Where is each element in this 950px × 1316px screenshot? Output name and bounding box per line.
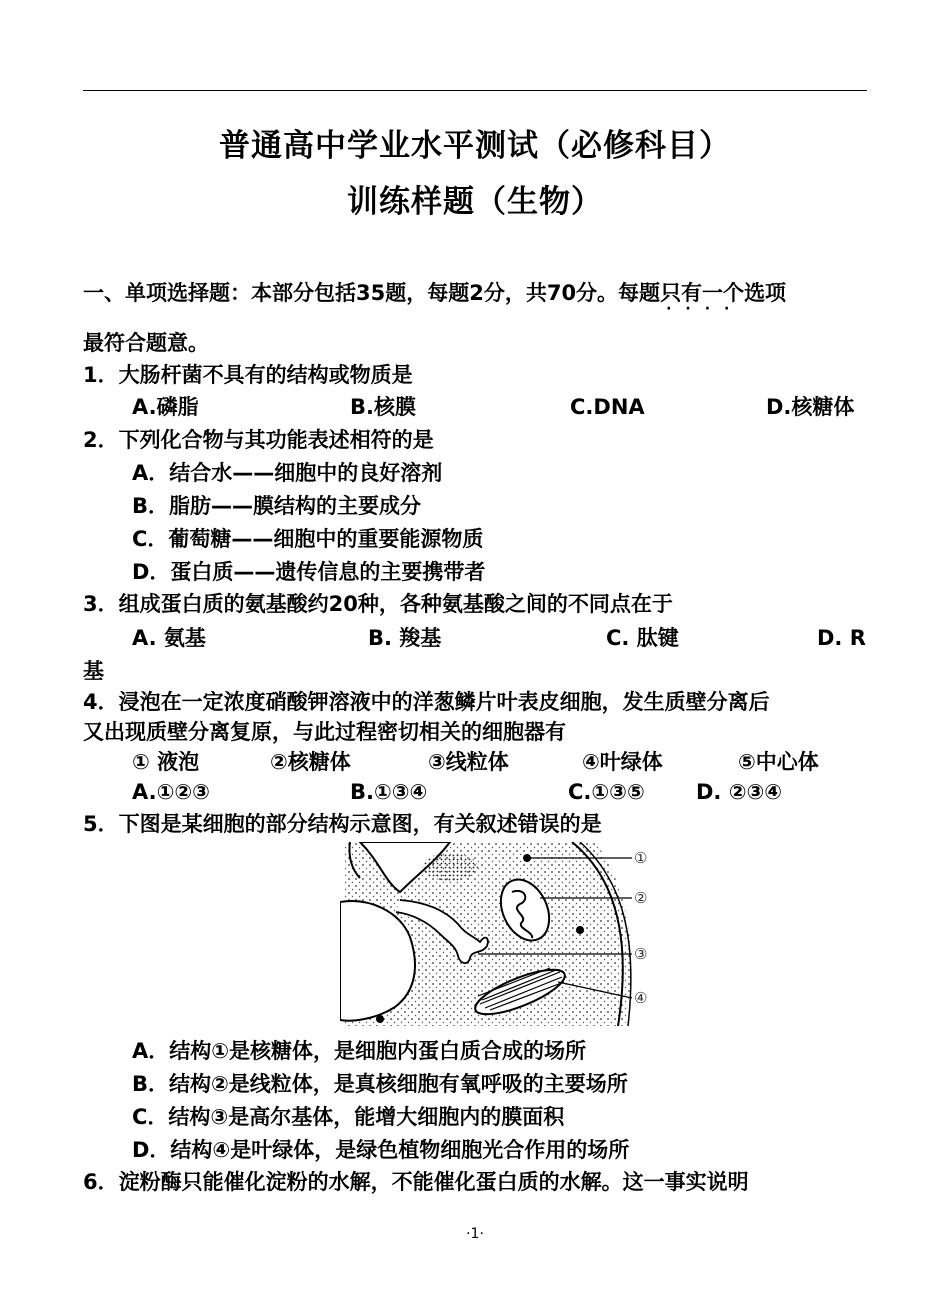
q4-item-2: ②核糖体 (270, 750, 351, 774)
q4-item-5: ⑤中心体 (738, 750, 819, 774)
q5-option-a: A．结构①是核糖体，是细胞内蛋白质合成的场所 (132, 1039, 587, 1063)
q1-option-a: A.磷脂 (132, 395, 199, 419)
label-4: ④ (634, 989, 648, 1007)
page-subtitle: 训练样题（生物） (347, 184, 603, 220)
q1-stem: 1．大肠杆菌不具有的结构或物质是 (83, 363, 413, 387)
q4-item-1: ① 液泡 (132, 750, 200, 774)
page-number: ·1· (466, 1226, 484, 1242)
ribosome-dot (523, 854, 531, 862)
q4-option-a: A.①②③ (132, 780, 210, 804)
q4-stem-line1: 4．浸泡在一定浓度硝酸钾溶液中的洋葱鳞片叶表皮细胞，发生质壁分离后 (83, 690, 770, 714)
q5-option-c: C．结构③是高尔基体，能增大细胞内的膜面积 (132, 1105, 565, 1129)
q2-stem: 2．下列化合物与其功能表述相符的是 (83, 428, 434, 452)
q4-option-c: C.①③⑤ (568, 780, 645, 804)
page-title: 普通高中学业水平测试（必修科目） (219, 128, 731, 164)
q1-option-c: C.DNA (570, 395, 645, 419)
section-heading-line2: 最符合题意。 (83, 331, 209, 355)
q4-option-d: D. ②③④ (696, 780, 783, 804)
q2-option-b: B．脂肪——膜结构的主要成分 (132, 494, 422, 518)
q3-stem: 3．组成蛋白质的氨基酸约20种，各种氨基酸之间的不同点在于 (83, 592, 673, 616)
q3-option-d-wrap: 基 (83, 659, 104, 683)
q3-option-b: B. 羧基 (368, 626, 442, 650)
label-3: ③ (634, 945, 648, 963)
emphasis-dots: ···· (666, 301, 744, 317)
section-heading-after: 选项 (744, 281, 787, 305)
header-rule (83, 90, 867, 91)
q3-option-d: D. R (817, 626, 866, 650)
section-heading (83, 279, 787, 317)
section-heading-before: 一、单项选择题：本部分包括35题，每题2分，共70分。每题 (83, 281, 661, 305)
q1-option-b: B.核膜 (350, 395, 416, 419)
q6-stem: 6．淀粉酶只能催化淀粉的水解，不能催化蛋白质的水解。这一事实说明 (83, 1170, 749, 1194)
q2-option-d: D．蛋白质——遗传信息的主要携带者 (132, 560, 486, 584)
q2-option-a: A．结合水——细胞中的良好溶剂 (132, 461, 443, 485)
q5-stem: 5．下图是某细胞的部分结构示意图，有关叙述错误的是 (83, 812, 602, 836)
q1-option-d: D.核糖体 (766, 395, 855, 419)
q4-option-b: B.①③④ (350, 780, 428, 804)
q4-stem-line2: 又出现质壁分离复原，与此过程密切相关的细胞器有 (83, 720, 566, 744)
q4-item-3: ③线粒体 (428, 750, 509, 774)
label-2: ② (634, 889, 648, 907)
diagram-labels (634, 849, 647, 1007)
q5-option-b: B．结构②是线粒体，是真核细胞有氧呼吸的主要场所 (132, 1072, 628, 1096)
q2-option-c: C．葡萄糖——细胞中的重要能源物质 (132, 527, 484, 551)
q5-option-d: D．结构④是叶绿体，是绿色植物细胞光合作用的场所 (132, 1138, 630, 1162)
q3-option-c: C. 肽键 (606, 626, 679, 650)
section-heading-emphasis: 只有一个 ···· (660, 281, 744, 305)
q4-item-4: ④叶绿体 (582, 750, 663, 774)
q3-option-a: A. 氨基 (132, 626, 206, 650)
cell-structure-diagram (340, 842, 660, 1026)
label-1: ① (634, 849, 648, 867)
